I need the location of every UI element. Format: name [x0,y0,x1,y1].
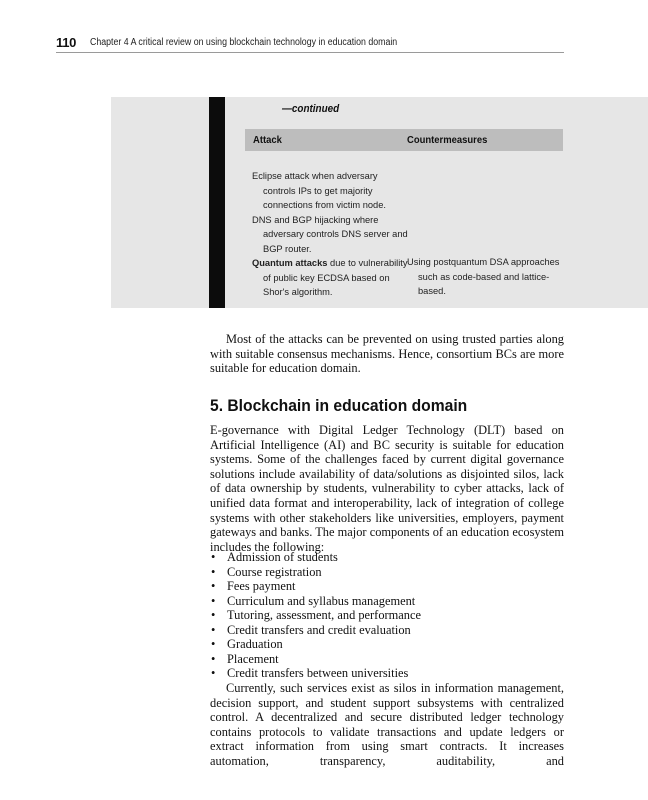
attack-entry-text: DNS and BGP hijacking where adversary controls DNS server and BGP router. [252,214,408,254]
chapter-title: Chapter 4 A critical review on using blockchain technology in education domain [90,37,398,48]
page-number: 110 [56,35,77,50]
list-item: • Credit transfers and credit evaluation [210,623,564,638]
running-header [56,35,564,53]
attack-entry [252,169,408,213]
column-header-countermeasures: Countermeasures [407,134,488,146]
paragraph: Currently, such services exist as silos in information management, decision support, and student support subsystems with centralized control. A decentralized and secure distributed ledger technology contains protocols to validate transactions and update ledgers or extract information from using smart contracts. It increases automation, transparency, auditability, and [210,681,564,768]
paragraph: E-governance with Digital Ledger Technology (DLT) based on Artificial Intelligence (AI) and BC security is suitable for education systems. Some of the challenges faced by current digital governance solutions include availability of data/solutions as disjointed silos, lack of data ownership by students, vulnerability to cyber attacks, lack of unified data format and interoperability, lack of integration of college systems with other stakeholders like universities, employers, payment gateways and banks. The major components of an education ecosystem includes the following: [210,423,564,554]
list-item: • Graduation [210,637,564,652]
column-header-attack: Attack [253,134,282,146]
attack-entry [252,256,408,300]
countermeasure-cell: Using postquantum DSA approaches such as code-based and lattice-based. [407,257,560,296]
list-item: • Tutoring, assessment, and performance [210,608,564,623]
list-item: • Credit transfers between universities [210,666,564,681]
list-item: • Curriculum and syllabus management [210,594,564,609]
list-item: • Fees payment [210,579,564,594]
list-item: • Placement [210,652,564,667]
attack-entry-bold: Quantum attacks [252,258,328,268]
paragraph: Most of the attacks can be prevented on using trusted parties along with suitable consensus mechanisms. Hence, consortium BCs are more suitable for education domain. [210,332,564,376]
list-item: • Course registration [210,565,564,580]
attack-entry-text: Eclipse attack when adversary controls IPs to get majority connections from victim node. [252,171,386,210]
component-list [210,550,564,681]
section-heading: 5. Blockchain in education domain [210,396,468,415]
table-header-row [245,129,563,151]
continued-label: —continued [282,103,340,115]
table-box-bar [209,97,225,308]
list-item: • Admission of students [210,550,564,565]
attack-entry [252,213,408,257]
attack-column [252,169,408,300]
attack-entry-text: due to vulnerability of public key ECDSA based on Shor's algorithm. [263,258,408,297]
